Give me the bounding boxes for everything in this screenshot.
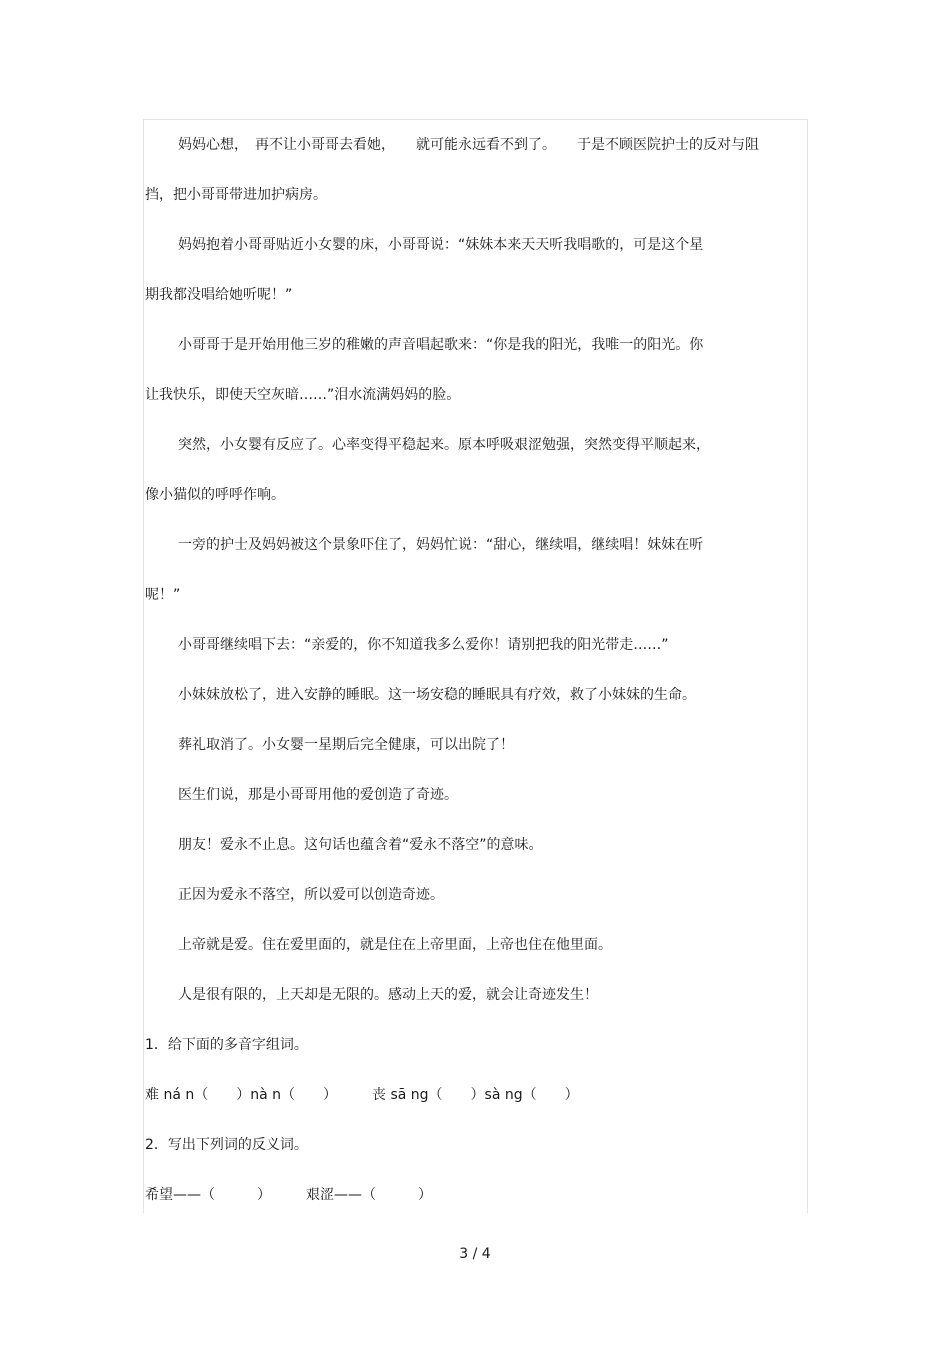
question-2-title: 2．写出下列词的反义词。 xyxy=(145,1137,308,1153)
story-line: 妈妈心想， 再不让小哥哥去看她， 就可能永远看不到了。 于是不顾医院护士的反对与阻 xyxy=(178,137,759,153)
story-line: 呢！” xyxy=(145,587,181,603)
story-line: 小妹妹放松了，进入安静的睡眠。这一场安稳的睡眠具有疗效，救了小妹妹的生命。 xyxy=(178,687,696,703)
story-line: 小哥哥继续唱下去：“亲爱的，你不知道我多么爱你！请别把我的阳光带走……” xyxy=(178,637,669,653)
story-line: 突然，小女婴有反应了。心率变得平稳起来。原本呼吸艰涩勉强，突然变得平顺起来， xyxy=(178,437,710,453)
story-line: 妈妈抱着小哥哥贴近小女婴的床，小哥哥说：“妹妹本来天天听我唱歌的，可是这个星 xyxy=(178,237,704,253)
story-line: 人是很有限的，上天却是无限的。感动上天的爱，就会让奇迹发生！ xyxy=(178,987,598,1003)
story-line: 正因为爱永不落空，所以爱可以创造奇迹。 xyxy=(178,887,444,903)
question-1-title: 1．给下面的多音字组词。 xyxy=(145,1037,308,1053)
story-line: 小哥哥于是开始用他三岁的稚嫩的声音唱起歌来：“你是我的阳光，我唯一的阳光。你 xyxy=(178,337,704,353)
story-line: 挡，把小哥哥带进加护病房。 xyxy=(145,187,327,203)
question-2-blanks: 希望——（ ） 艰涩——（ ） xyxy=(145,1187,432,1203)
question-1-blanks: 难 ná n（ ）nà n（ ） 丧 sā ng（ ）sà ng（ ） xyxy=(145,1087,579,1103)
story-line: 让我快乐，即使天空灰暗……”泪水流满妈妈的脸。 xyxy=(145,387,461,403)
story-line: 期我都没唱给她听呢！” xyxy=(145,287,293,303)
page-number: 3 / 4 xyxy=(459,1246,491,1262)
story-line: 一旁的护士及妈妈被这个景象吓住了，妈妈忙说：“甜心，继续唱，继续唱！妹妹在听 xyxy=(178,537,704,553)
story-line: 葬礼取消了。小女婴一星期后完全健康，可以出院了！ xyxy=(178,737,514,753)
story-line: 朋友！爱永不止息。这句话也蕴含着“爱永不落空”的意味。 xyxy=(178,837,543,853)
story-line: 像小猫似的呼呼作响。 xyxy=(145,487,285,503)
story-line: 上帝就是爱。住在爱里面的，就是住在上帝里面，上帝也住在他里面。 xyxy=(178,937,612,953)
story-line: 医生们说，那是小哥哥用他的爱创造了奇迹。 xyxy=(178,787,458,803)
